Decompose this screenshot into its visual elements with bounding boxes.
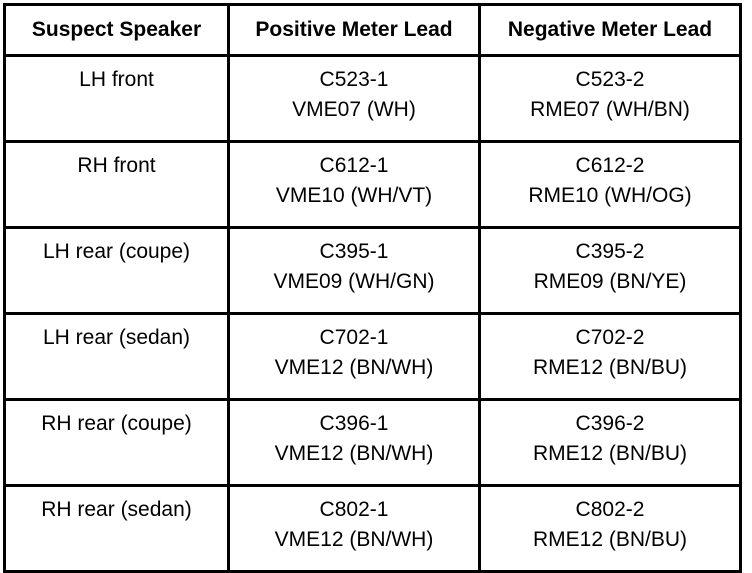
positive-lead-cell xyxy=(229,56,480,142)
positive-connector: C396-1 xyxy=(319,412,389,435)
speaker-cell xyxy=(5,228,229,314)
table-row xyxy=(5,228,741,314)
positive-circuit: VME12 (BN/WH) xyxy=(274,442,434,465)
table-row xyxy=(5,56,741,142)
positive-circuit: VME09 (WH/GN) xyxy=(273,270,435,293)
positive-lead-cell xyxy=(229,486,480,572)
positive-circuit: VME07 (WH) xyxy=(292,98,416,121)
header-suspect-speaker: Suspect Speaker xyxy=(5,5,229,56)
negative-circuit: RME12 (BN/BU) xyxy=(532,442,688,465)
negative-connector: C702-2 xyxy=(575,326,645,349)
positive-lead-cell xyxy=(229,400,480,486)
speaker-name: RH rear (sedan) xyxy=(41,498,192,521)
positive-connector: C395-1 xyxy=(319,240,389,263)
negative-lead-cell xyxy=(480,228,741,314)
positive-lead-cell xyxy=(229,228,480,314)
negative-circuit: RME07 (WH/BN) xyxy=(530,98,690,121)
speaker-cell xyxy=(5,314,229,400)
negative-connector: C396-2 xyxy=(575,412,645,435)
speaker-name: LH rear (coupe) xyxy=(42,240,191,263)
positive-connector: C612-1 xyxy=(319,154,389,177)
table-row xyxy=(5,486,741,572)
positive-lead-cell xyxy=(229,142,480,228)
positive-connector: C802-1 xyxy=(319,498,389,521)
positive-lead-cell xyxy=(229,314,480,400)
speaker-name: LH front xyxy=(79,68,154,91)
speaker-cell xyxy=(5,142,229,228)
speaker-cell xyxy=(5,400,229,486)
positive-connector: C702-1 xyxy=(319,326,389,349)
speaker-name: LH rear (sedan) xyxy=(42,326,191,349)
table-row xyxy=(5,142,741,228)
negative-connector: C612-2 xyxy=(575,154,645,177)
positive-circuit: VME12 (BN/WH) xyxy=(274,528,434,551)
table-header-row xyxy=(5,5,741,56)
negative-circuit: RME09 (BN/YE) xyxy=(533,270,687,293)
header-positive-meter-lead: Positive Meter Lead xyxy=(229,5,480,56)
negative-circuit: RME12 (BN/BU) xyxy=(532,528,688,551)
negative-lead-cell xyxy=(480,314,741,400)
negative-lead-cell xyxy=(480,142,741,228)
speaker-name: RH front xyxy=(77,154,156,177)
header-negative-meter-lead: Negative Meter Lead xyxy=(480,5,741,56)
speaker-cell xyxy=(5,56,229,142)
negative-lead-cell xyxy=(480,400,741,486)
negative-lead-cell xyxy=(480,486,741,572)
negative-connector: C802-2 xyxy=(575,498,645,521)
speaker-test-table xyxy=(3,3,742,573)
speaker-name: RH rear (coupe) xyxy=(41,412,192,435)
negative-connector: C395-2 xyxy=(575,240,645,263)
negative-lead-cell xyxy=(480,56,741,142)
speaker-test-table-container xyxy=(3,3,739,551)
positive-circuit: VME10 (WH/VT) xyxy=(275,184,433,207)
negative-connector: C523-2 xyxy=(575,68,645,91)
negative-circuit: RME10 (WH/OG) xyxy=(528,184,692,207)
table-row xyxy=(5,314,741,400)
positive-connector: C523-1 xyxy=(319,68,389,91)
speaker-cell xyxy=(5,486,229,572)
table-row xyxy=(5,400,741,486)
positive-circuit: VME12 (BN/WH) xyxy=(274,356,434,379)
negative-circuit: RME12 (BN/BU) xyxy=(532,356,688,379)
